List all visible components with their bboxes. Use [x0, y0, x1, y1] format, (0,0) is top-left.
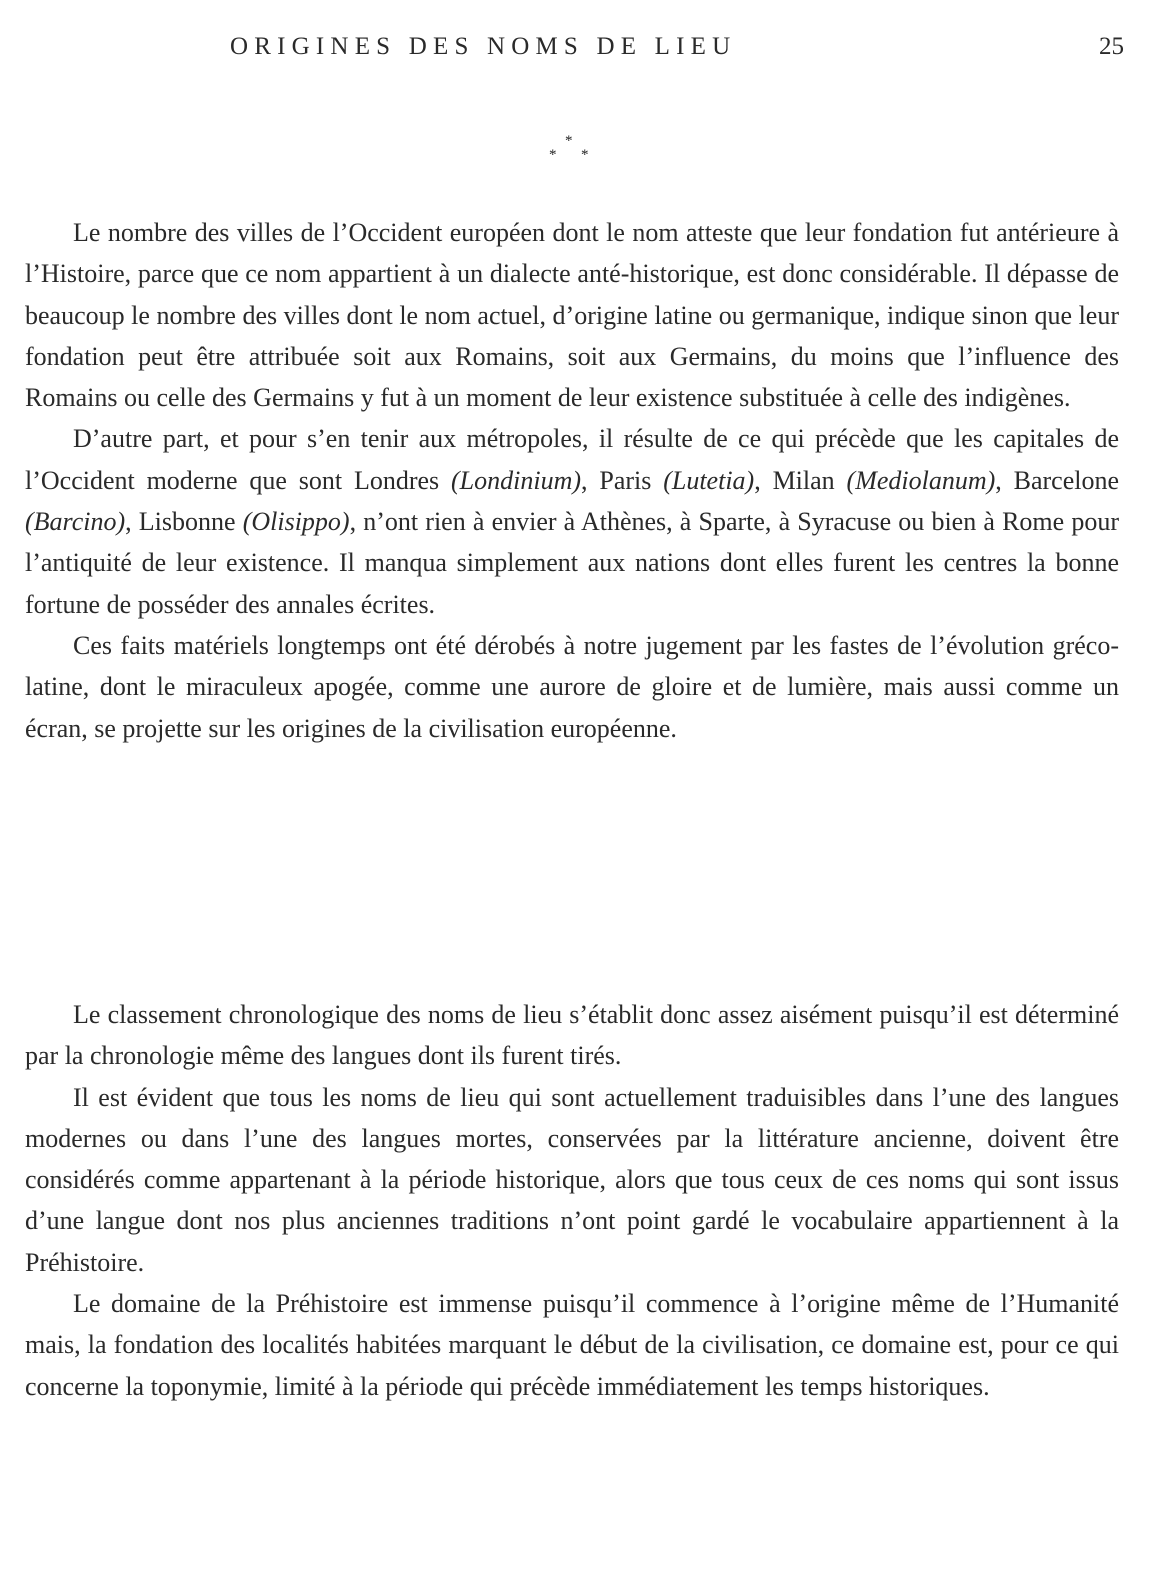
- paragraph-2-text-1: D’autre part, et pour s’en tenir aux métropoles, il résulte de ce qui précède que les capitales de l’Occident moderne que sont Londres: [25, 424, 1119, 495]
- paragraph-3: Ces faits matériels longtemps ont été dérobés à notre jugement par les fastes de l’évolution gréco-latine, dont le miraculeux apogée, comme une aurore de gloire et de lumière, mais aussi comme un écran, se projette sur les origines de la civilisation européenne.: [25, 630, 1119, 743]
- paragraph-2-text-4: , Barcelone: [995, 465, 1120, 495]
- place-name-barcino: (Barcino): [25, 507, 126, 537]
- place-name-mediolanum: (Mediolanum): [846, 465, 996, 495]
- running-head: [0, 30, 1167, 64]
- section-two: [25, 994, 1119, 1407]
- paragraph-2-text-5: , Lisbonne: [125, 507, 243, 537]
- paragraph-1: Le nombre des villes de l’Occident européen dont le nom atteste que leur fondation fut antérieure à l’Histoire, parce que ce nom appartient à un dialecte anté-historique, est donc considérable. Il dépasse de beaucoup le nombre des villes dont le nom actuel, d’origine latine ou germanique, indique sinon que leur fondation peut être attribuée soit aux Romains, soit aux Germains, du moins que l’influence des Romains ou celle des Germains y fut à un moment de leur existence substituée à celle des indigènes.: [25, 218, 1119, 413]
- place-name-olisippo: (Olisippo): [242, 507, 350, 537]
- paragraph-2-text-6: , n’ont rien à envier à Athènes, à Sparte, à Syracuse ou bien à Rome pour l’antiquité de leur existence. Il manqua simplement aux nations dont elles furent les centres la bonne fortune de posséder des annales écrites.: [25, 507, 1119, 619]
- section-one: [25, 212, 1119, 749]
- paragraph-6: Le domaine de la Préhistoire est immense puisqu’il commence à l’origine même de l’Humanité mais, la fondation des localités habitées marquant le début de la civilisation, ce domaine est, pour ce qui concerne la toponymie, limité à la période qui précède immédiatement les temps historiques.: [25, 1289, 1119, 1401]
- paragraph-2-text-2: , Paris: [581, 465, 664, 495]
- asterism-divider: [545, 134, 595, 166]
- paragraph-5: Il est évident que tous les noms de lieu qui sont actuellement traduisibles dans l’une des langues modernes ou dans l’une des langues mortes, conservées par la littérature ancienne, doivent être considérés comme appartenant à la période historique, alors que tous ceux de ces noms qui sont issus d’une langue dont nos plus anciennes traditions n’ont point gardé le vocabulaire appartiennent à la Préhistoire.: [25, 1082, 1119, 1277]
- paragraph-2-text-3: , Milan: [754, 465, 847, 495]
- page-number: 25: [1099, 33, 1124, 60]
- asterism-star-left: *: [549, 147, 557, 163]
- paragraph-4: Le classement chronologique des noms de lieu s’établit donc assez aisément puisqu’il est déterminé par la chronologie même des langues dont ils furent tirés.: [25, 1000, 1119, 1071]
- place-name-londinium: (Londinium): [451, 465, 582, 495]
- place-name-lutetia: (Lutetia): [663, 465, 755, 495]
- paragraph-2: [25, 418, 1119, 624]
- asterism-star-right: *: [581, 147, 589, 163]
- asterism-star-top: *: [565, 133, 573, 149]
- running-title: ORIGINES DES NOMS DE LIEU: [230, 33, 737, 60]
